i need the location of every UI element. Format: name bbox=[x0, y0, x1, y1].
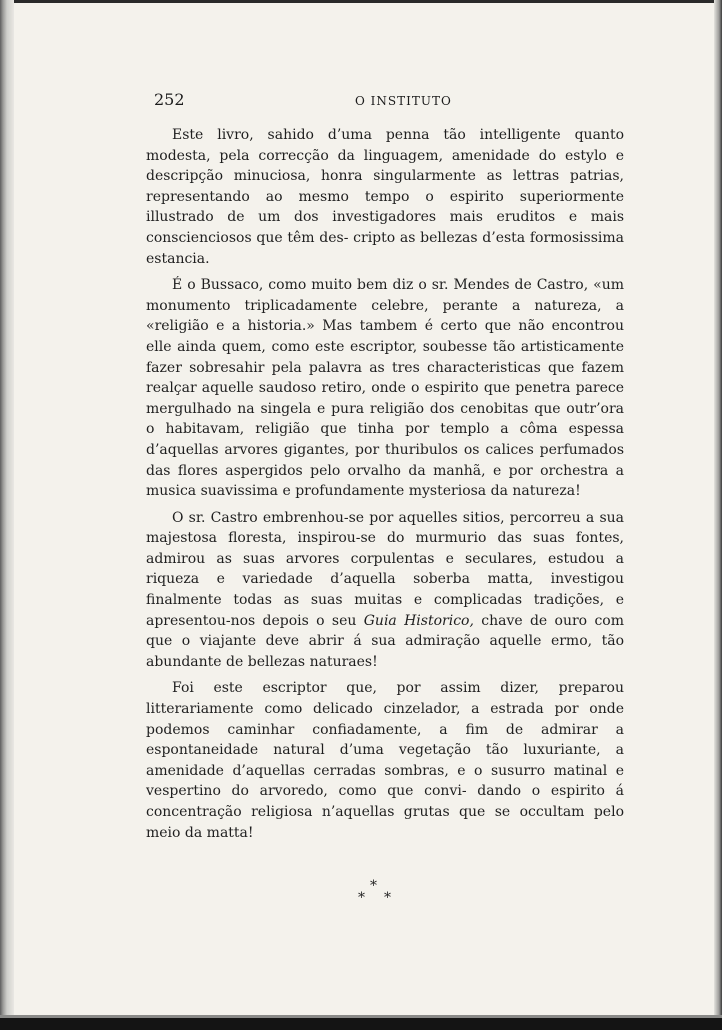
text-line: aspergidos pelo orvalho da manhã, e por orchestra a musica bbox=[146, 462, 624, 500]
text-line: Foi este escriptor que, por assim dizer, preparou litterariamente bbox=[146, 680, 624, 718]
scan-edge-right bbox=[714, 0, 722, 1030]
text-line: abrir á sua admiração aquelle ermo, tão abundante de bellezas bbox=[146, 633, 625, 670]
text-line: se occultam pelo meio da matta! bbox=[146, 804, 624, 841]
scan-edge-left bbox=[0, 0, 14, 1030]
text-line: e o susurro matinal e vespertino do arvoredo, como que convi- bbox=[146, 762, 624, 800]
text-line: o seu bbox=[316, 612, 364, 629]
text-line: confiadamente, a fim de admirar a espontaneidade natural d’uma bbox=[146, 721, 624, 759]
text-line: É o Bussaco, como muito bem diz o sr. Mendes de Castro, bbox=[172, 277, 589, 294]
page-header bbox=[150, 90, 628, 114]
asterisk: * bbox=[358, 890, 365, 906]
text-line: investigadores mais eruditos e mais conscienciosos que têm des- bbox=[146, 209, 625, 246]
text-line: vegetação tão luxuriante, a amenidade d’aquellas cerradas sombras, bbox=[146, 742, 624, 779]
text-line: e variedade d’aquella soberba matta, investigou finalmente todas bbox=[146, 571, 625, 609]
page-number: 252 bbox=[154, 90, 185, 109]
text-line: majestosa floresta, inspirou-se do murmurio das suas fontes, bbox=[146, 530, 624, 547]
text-line: O sr. Castro embrenhou-se por aquelles sitios, percorreu a sua bbox=[172, 509, 624, 526]
scan-edge-bottom bbox=[0, 1018, 722, 1030]
asterisk: * bbox=[384, 890, 391, 906]
text-line: cripto as bellezas d’esta formosissima estancia. bbox=[146, 229, 624, 267]
asterism bbox=[352, 878, 402, 908]
text-line: naturaes! bbox=[309, 653, 378, 670]
body-text bbox=[146, 125, 624, 843]
text-line: suavissima e profundamente mysteriosa da natureza! bbox=[200, 483, 581, 500]
paragraph-1 bbox=[146, 125, 624, 269]
text-line: dando o espirito á concentração religiosa n’aquellas grutas que bbox=[146, 783, 624, 820]
paragraph-2 bbox=[146, 275, 624, 502]
text-line: as suas muitas e complicadas tradições, e apresentou-nos depois bbox=[146, 592, 624, 629]
text-line: mergulhado na singela e pura religião dos cenobitas que outr’ora o bbox=[146, 400, 624, 438]
text-line: chave de ouro com que o viajante deve bbox=[146, 612, 624, 650]
text-line: ao mesmo tempo o espirito superiormente illustrado de um dos bbox=[146, 188, 624, 226]
text-line: «religião e a historia.» Mas tambem é certo que não encontrou bbox=[146, 318, 624, 335]
paragraph-3 bbox=[146, 508, 624, 673]
text-line: admirou as suas arvores corpulentas e seculares, estudou a riqueza bbox=[146, 550, 624, 588]
text-line: elle ainda quem, como este escriptor, soubesse tão artisticamente bbox=[146, 338, 624, 355]
text-line: minuciosa, honra singularmente as lettras patrias, representando bbox=[146, 168, 624, 205]
text-line: habitavam, religião que tinha por templo a côma espessa d’aquellas bbox=[146, 421, 625, 458]
paragraph-4 bbox=[146, 678, 624, 843]
text-line: realçar aquelle saudoso retiro, onde o espirito que penetra parece bbox=[146, 380, 624, 397]
text-line: arvores gigantes, por thuribulos os calices perfumados das flores bbox=[146, 441, 625, 479]
text-line: Este livro, sahido d’uma penna tão intelligente quanto modesta, bbox=[146, 127, 624, 164]
scan-edge-top bbox=[0, 0, 722, 3]
running-head: O INSTITUTO bbox=[355, 94, 452, 108]
book-title: Guia Historico, bbox=[363, 612, 474, 629]
text-line: como delicado cinzelador, a estrada por onde podemos caminhar bbox=[146, 701, 624, 738]
text-line: «um monumento triplicadamente celebre, perante a natureza, a bbox=[146, 277, 625, 314]
text-line: fazer sobresahir pela palavra as tres characteristicas que fazem bbox=[146, 359, 624, 376]
text-line: pela correcção da linguagem, amenidade do estylo e descripção bbox=[146, 147, 624, 185]
asterisk: * bbox=[370, 878, 377, 894]
